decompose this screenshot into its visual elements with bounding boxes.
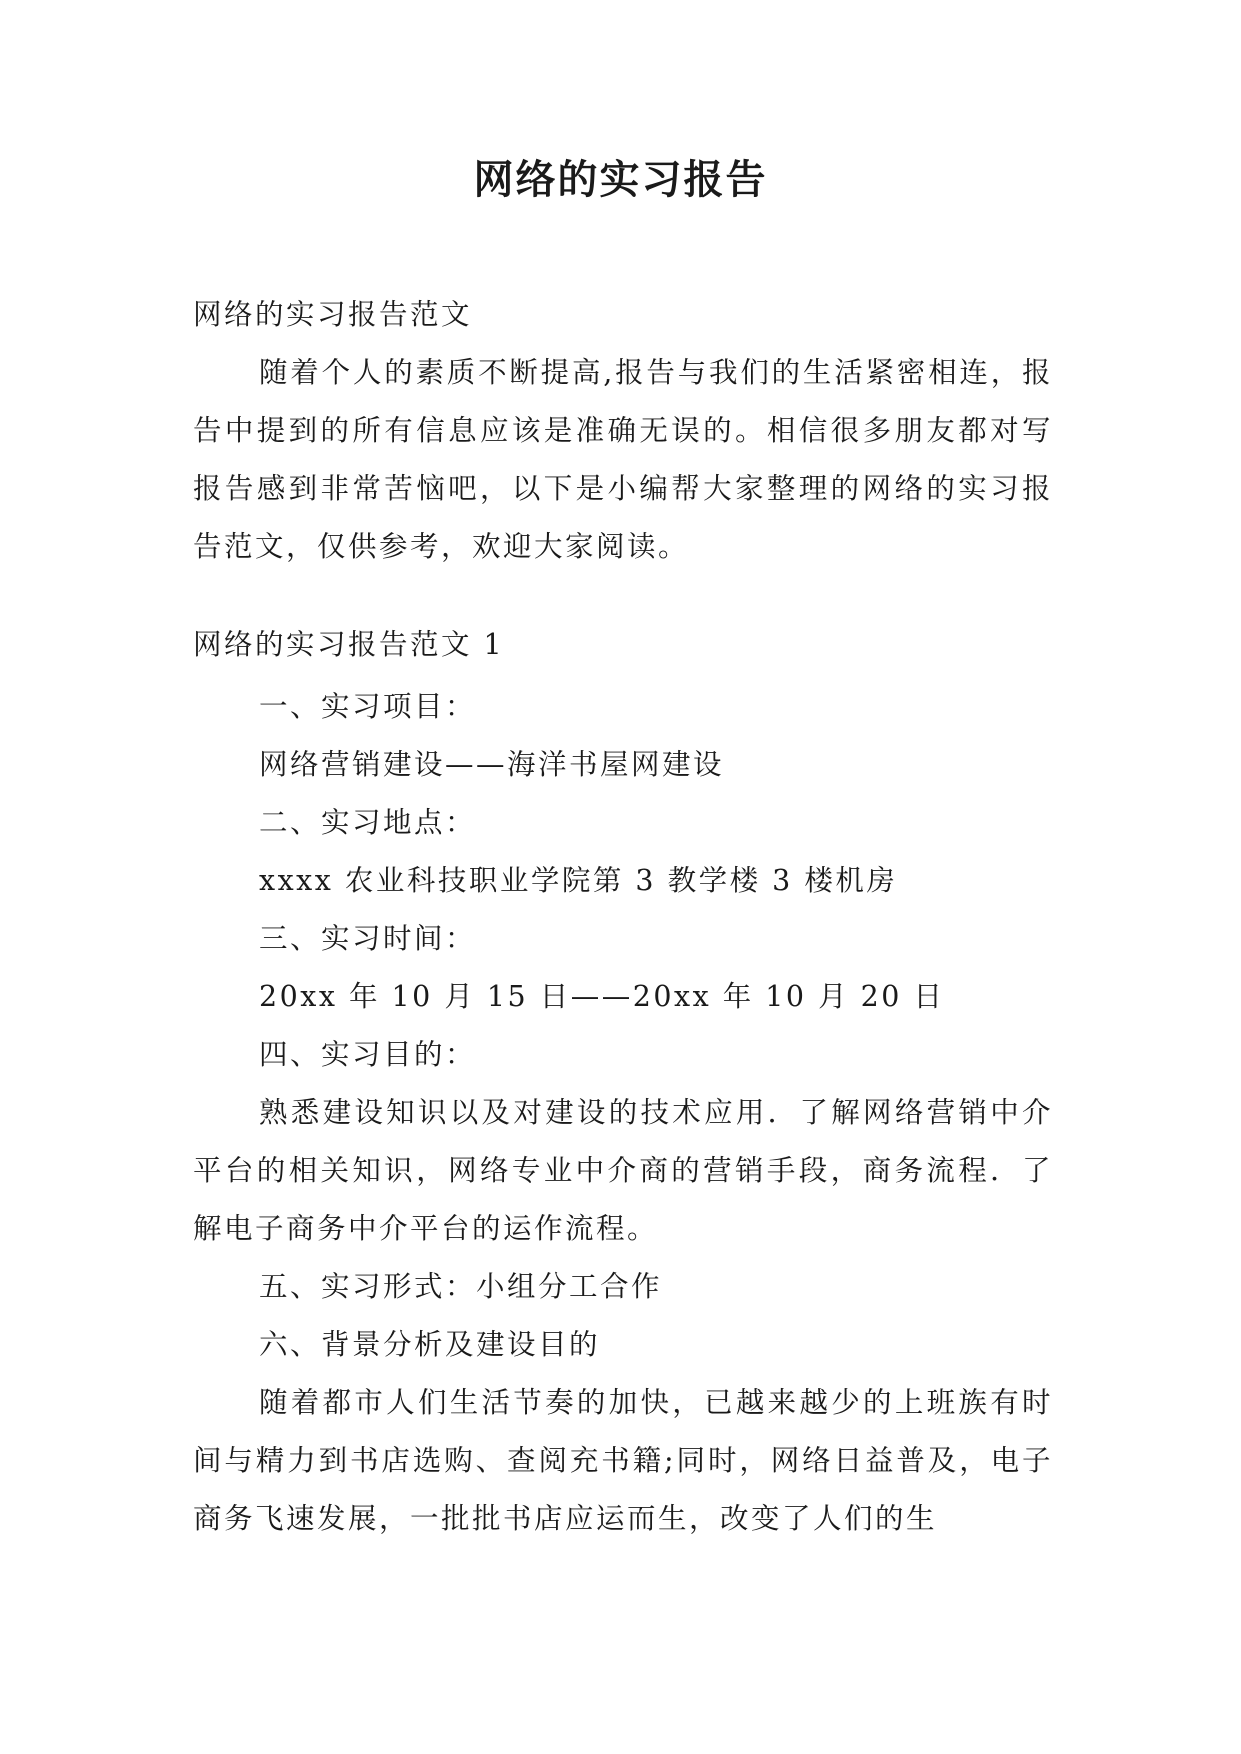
item-background-heading: 六、背景分析及建设目的 (259, 1328, 601, 1361)
item-location-value: xxxx 农业科技职业学院第 3 教学楼 3 楼机房 (259, 864, 898, 897)
item-location-heading: 二、实习地点： (259, 806, 477, 839)
intro-paragraph: 随着个人的素质不断提高,报告与我们的生活紧密相连，报告中提到的所有信息应该是准确无误的。相信很多朋友都对写报告感到非常苦恼吧，以下是小编帮大家整理的网络的实习报告范文，仅供参考，欢迎大家阅读。 (193, 356, 1053, 563)
item-purpose-heading: 四、实习目的： (259, 1038, 477, 1071)
item-project-value: 网络营销建设——海洋书屋网建设 (259, 748, 725, 781)
document-subtitle: 网络的实习报告范文 (193, 298, 473, 331)
document-title: 网络的实习报告 (473, 156, 768, 203)
item-time-value: 20xx 年 10 月 15 日——20xx 年 10 月 20 日 (259, 980, 945, 1013)
section-heading: 网络的实习报告范文 1 (193, 628, 505, 661)
background-paragraph: 随着都市人们生活节奏的加快，已越来越少的上班族有时间与精力到书店选购、查阅充书籍;同时，网络日益普及，电子商务飞速发展，一批批书店应运而生，改变了人们的生 (193, 1386, 1053, 1535)
purpose-paragraph: 熟悉建设知识以及对建设的技术应用．了解网络营销中介平台的相关知识，网络专业中介商的营销手段，商务流程．了解电子商务中介平台的运作流程。 (193, 1096, 1053, 1245)
item-project-heading: 一、实习项目： (259, 690, 477, 723)
document-body (193, 296, 1053, 1548)
item-time-heading: 三、实习时间： (259, 922, 477, 955)
item-form: 五、实习形式：小组分工合作 (259, 1270, 663, 1303)
